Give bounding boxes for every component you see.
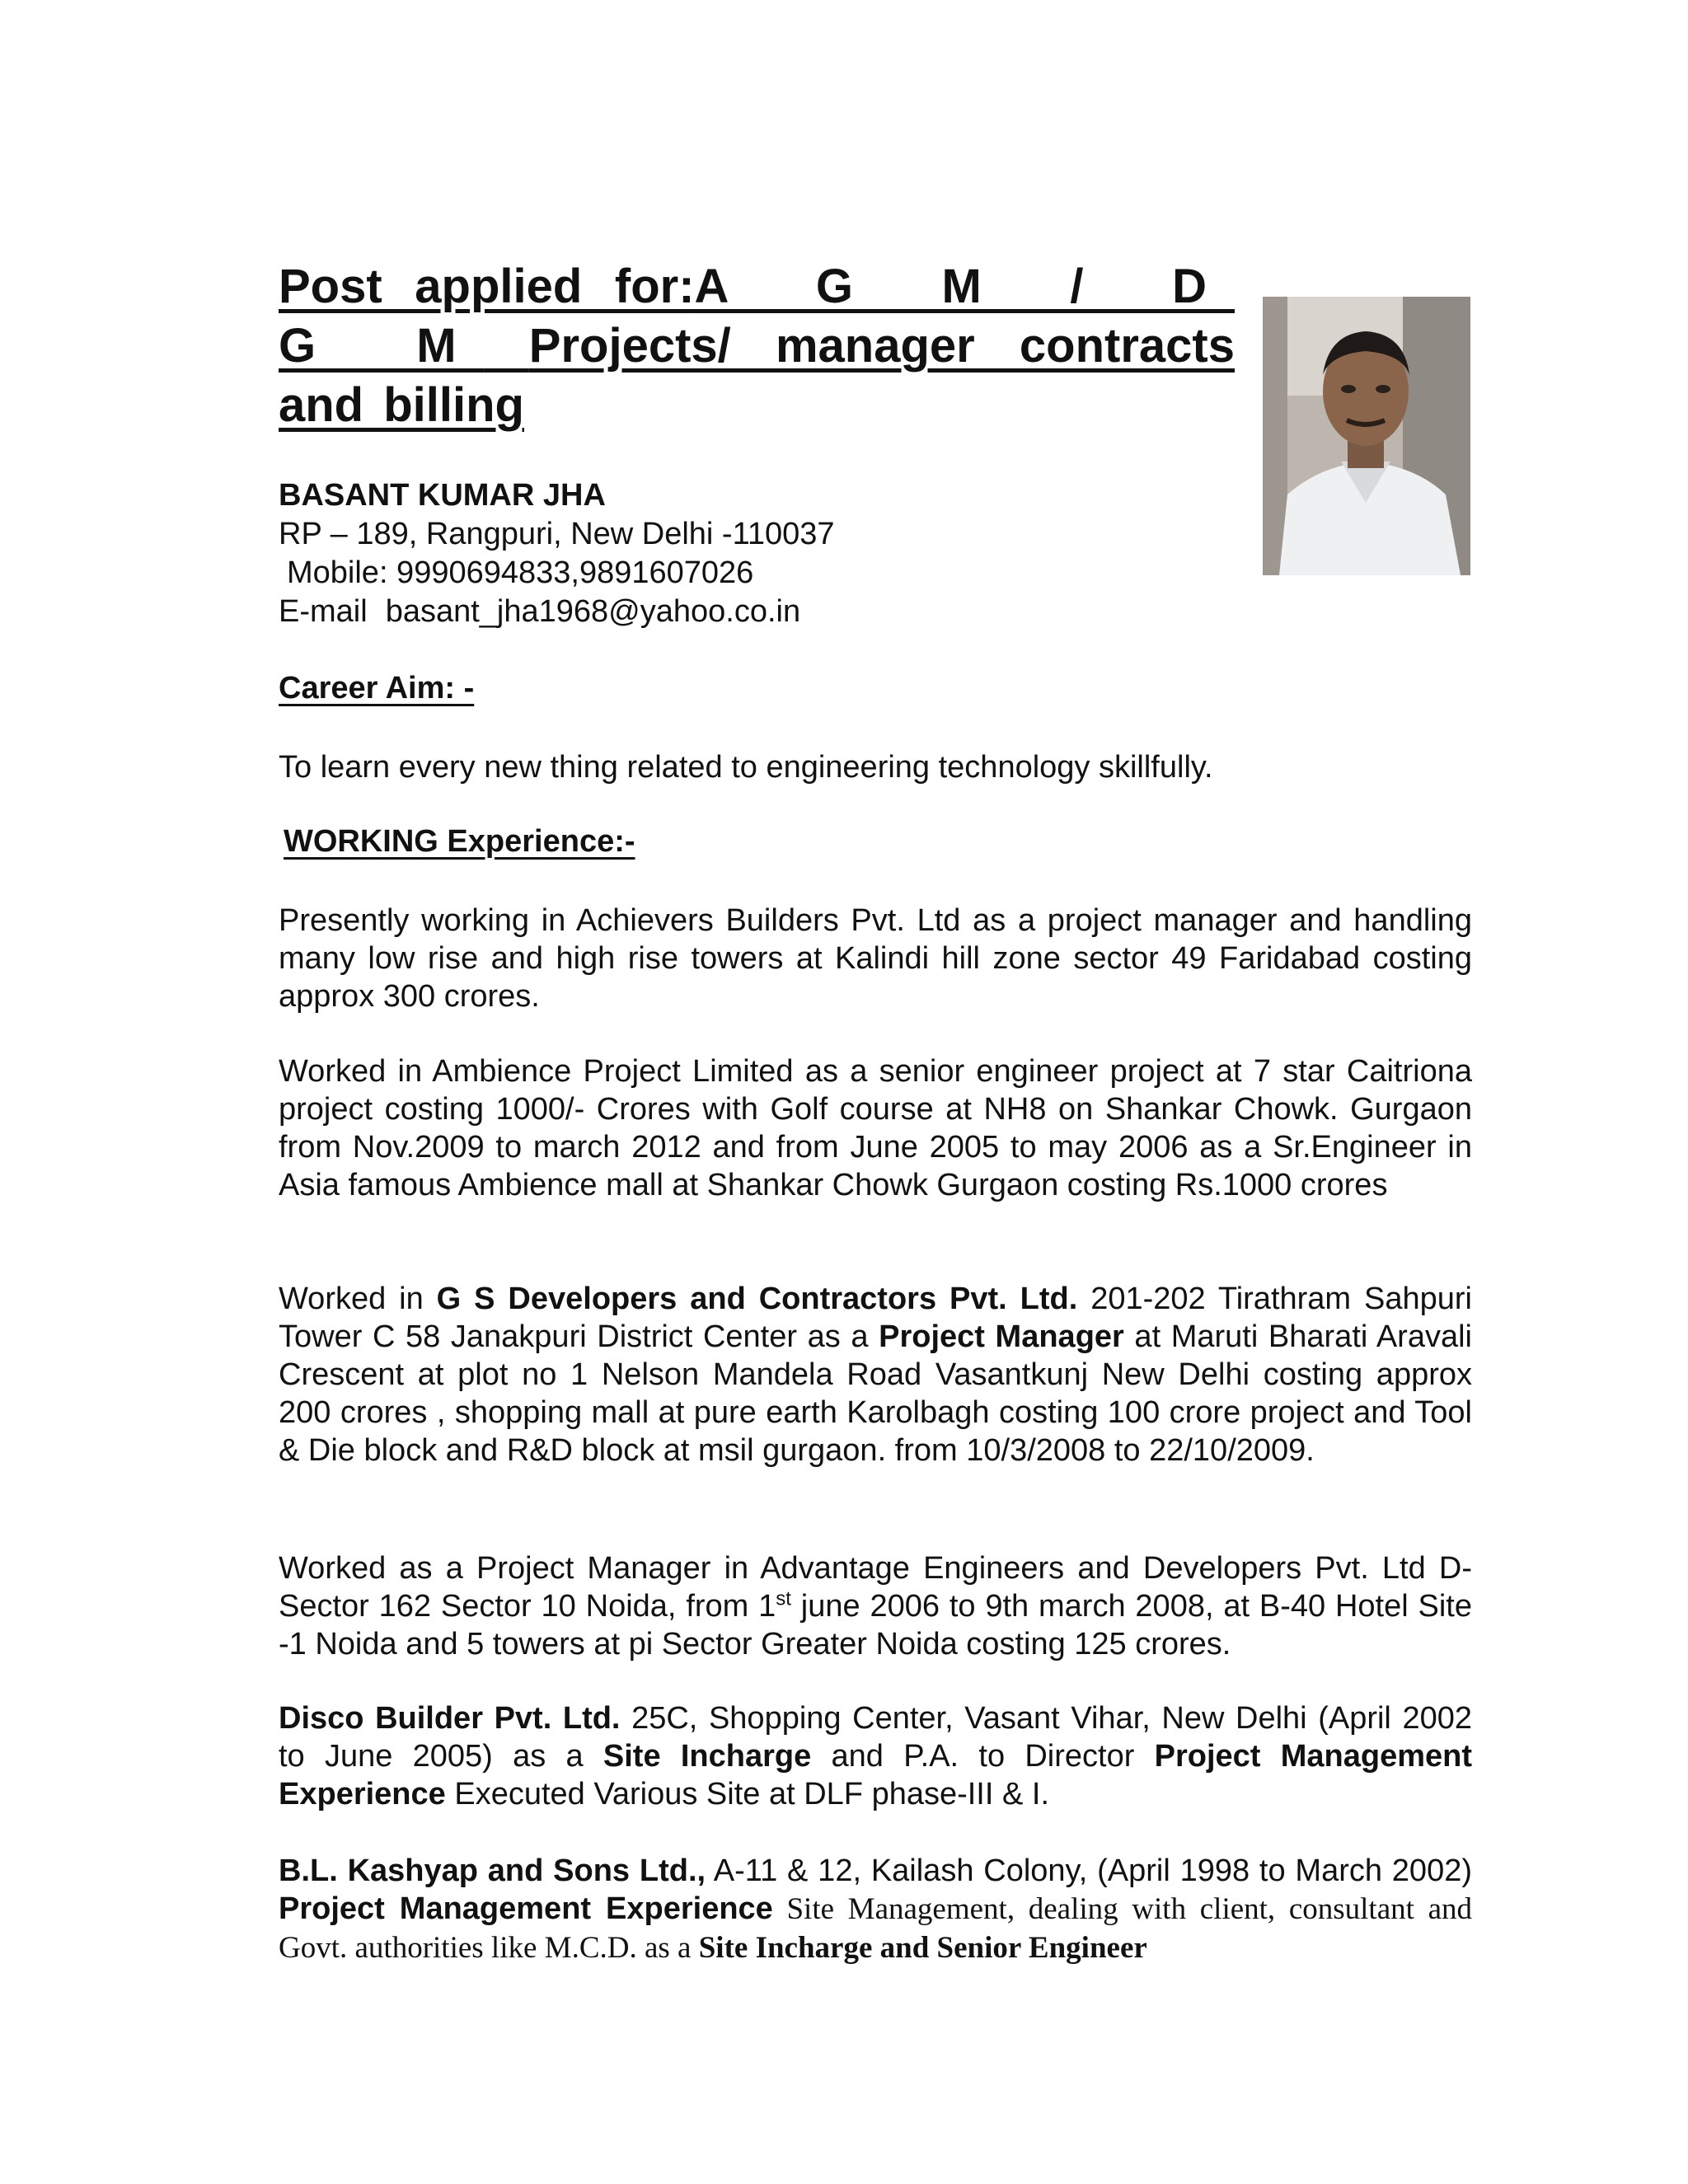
p3-text-3: at Maruti Bharati Aravali Crescent at plot no 1 Nelson Mandela Road Vasantkunj New Delhi costing approx 200 crores , shopping mall at pure earth Karolbagh costing 100 crore project and Tool & Die block and R&D block at msil gurgaon. from 10/3/2008 to 22/10/2009. bbox=[279, 1319, 1472, 1468]
experience-paragraph-ambience: Worked in Ambience Project Limited as a senior engineer project at 7 star Caitriona project costing 1000/- Crores with Golf course at NH8 on Shankar Chowk. Gurgaon from Nov.2009 to march 2012 and from June 2005 to may 2006 as a Sr.Engineer in Asia famous Ambience mall at Shankar Chowk Gurgaon costing Rs.1000 crores bbox=[279, 1054, 1472, 1202]
profile-photo bbox=[1263, 297, 1470, 575]
p3-text-1: Worked in bbox=[279, 1282, 437, 1316]
p5-role: Site Incharge bbox=[603, 1739, 812, 1774]
title-label: Post applied for: bbox=[279, 260, 695, 313]
p4-text-2: june 2006 to 9th march 2008, at B-40 Hotel Site -1 Noida and 5 towers at pi Sector Greater Noida costing 125 crores. bbox=[279, 1589, 1472, 1661]
working-experience-heading: WORKING Experience:- bbox=[284, 824, 635, 859]
experience-paragraph-bl-kashyap bbox=[279, 1852, 1472, 1967]
email-label: E-mail bbox=[279, 594, 368, 629]
p5-text-3: Executed Various Site at DLF phase-III & I. bbox=[445, 1777, 1050, 1811]
experience-paragraph-advantage bbox=[279, 1549, 1472, 1663]
career-aim-heading: Career Aim: - bbox=[279, 671, 475, 705]
p5-company: Disco Builder Pvt. Ltd. bbox=[279, 1701, 621, 1736]
p6-company: B.L. Kashyap and Sons Ltd., bbox=[279, 1854, 706, 1888]
p6-text-2: Site Management, dealing with client, consultant and Govt. authorities like M.C.D. as a bbox=[279, 1892, 1472, 1965]
p5-experience: Project Management Experience bbox=[279, 1739, 1473, 1811]
email-address: basant_jha1968@yahoo.co.in bbox=[385, 594, 801, 629]
title-roles: Projects/ manager contracts and billing bbox=[279, 319, 1235, 432]
title-positions: A G M / D G M bbox=[279, 260, 1235, 373]
p5-text-2: and P.A. to Director bbox=[811, 1739, 1155, 1774]
p6-role: Site Incharge and Senior Engineer bbox=[698, 1931, 1147, 1965]
p5-text-1: 25C, Shopping Center, Vasant Vihar, New Delhi (April 2002 to June 2005) as a bbox=[279, 1701, 1472, 1774]
p6-text-1: A-11 & 12, Kailash Colony, (April 1998 to March 2002) bbox=[706, 1854, 1472, 1888]
address: RP – 189, Rangpuri, New Delhi -110037 bbox=[279, 517, 835, 551]
email-line bbox=[279, 593, 835, 631]
contact-block bbox=[279, 476, 835, 631]
career-aim-text: To learn every new thing related to engineering technology skillfully. bbox=[279, 750, 1213, 785]
mobile-numbers: Mobile: 9990694833,9891607026 bbox=[287, 555, 754, 590]
p3-company: G S Developers and Contractors Pvt. Ltd. bbox=[436, 1282, 1078, 1316]
p6-experience: Project Management Experience bbox=[279, 1891, 773, 1926]
p4-superscript: st bbox=[776, 1587, 791, 1610]
candidate-name: BASANT KUMAR JHA bbox=[279, 478, 606, 513]
experience-paragraph-disco bbox=[279, 1699, 1472, 1813]
p4-text-1: Worked as a Project Manager in Advantage Engineers and Developers Pvt. Ltd D- Sector 162 Sector 10 Noida, from 1 bbox=[279, 1551, 1472, 1624]
experience-paragraph-gs-developers bbox=[279, 1280, 1472, 1469]
p3-role: Project Manager bbox=[879, 1319, 1124, 1354]
profile-photo-image bbox=[1263, 297, 1470, 575]
p3-text-2: 201-202 Tirathram Sahpuri Tower C 58 Janakpuri District Center as a bbox=[279, 1282, 1472, 1354]
experience-paragraph-achievers: Presently working in Achievers Builders Pvt. Ltd as a project manager and handling many low rise and high rise towers at Kalindi hill zone sector 49 Faridabad costing approx 300 crores. bbox=[279, 903, 1472, 1014]
post-applied-title bbox=[279, 257, 1235, 435]
